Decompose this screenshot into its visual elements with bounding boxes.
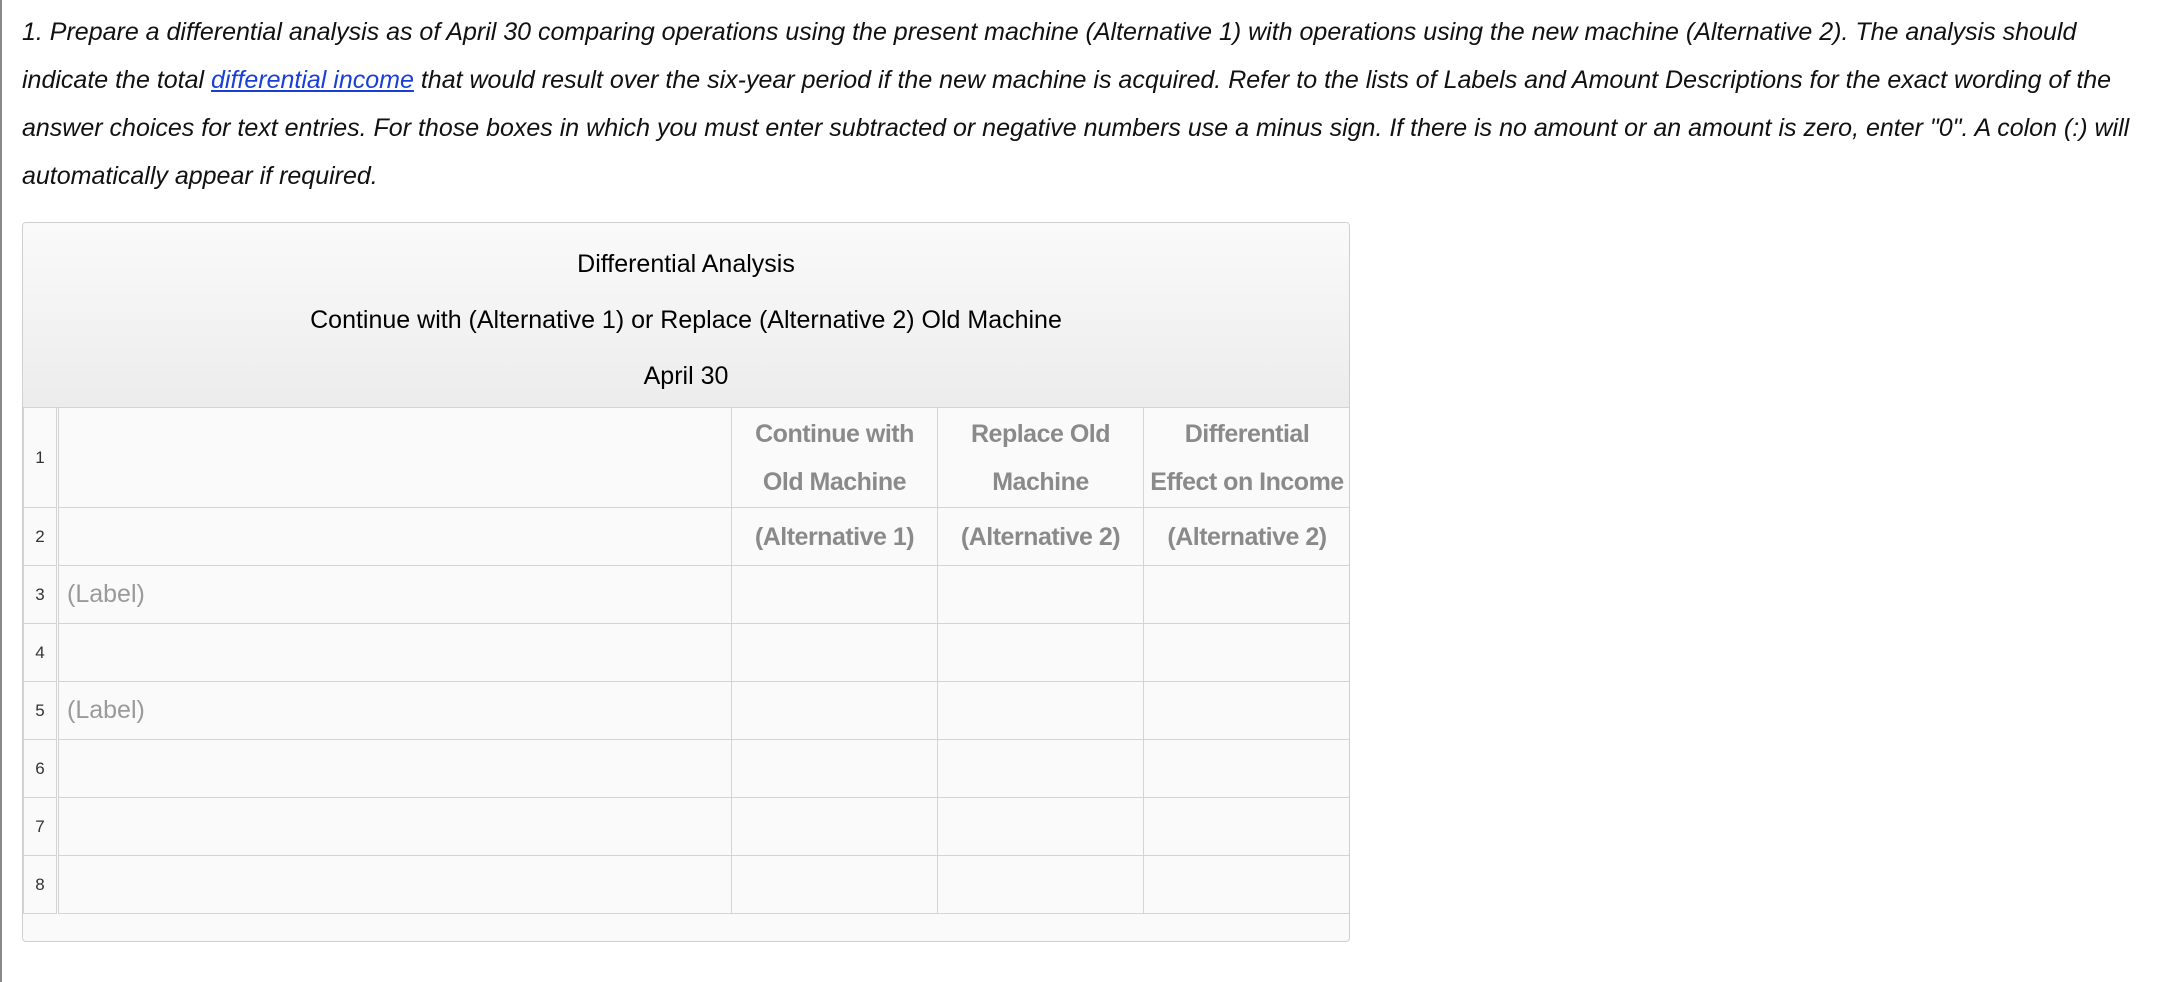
column-header-replace (938, 408, 1144, 508)
column-subheader-alt2-replace: (Alternative 2) (938, 508, 1144, 566)
question-instructions (22, 8, 2162, 200)
amount-input[interactable] (732, 624, 938, 682)
column-subheader-alt1: (Alternative 1) (732, 508, 938, 566)
analysis-subtitle: Continue with (Alternative 1) or Replace (Alternative 2) Old Machine (310, 306, 1062, 334)
amount-input[interactable] (938, 682, 1144, 740)
amount-input[interactable] (938, 856, 1144, 914)
analysis-date: April 30 (643, 362, 729, 390)
row-number: 3 (24, 566, 58, 624)
amount-input[interactable] (938, 740, 1144, 798)
row-number: 7 (24, 798, 58, 856)
table-row (24, 856, 1351, 914)
label-cell-row-7[interactable] (58, 798, 732, 856)
amount-input[interactable] (732, 856, 938, 914)
analysis-title: Differential Analysis (577, 250, 795, 278)
column-header-replace-line1: Replace Old (971, 419, 1110, 448)
amount-input[interactable] (732, 798, 938, 856)
column-header-continue (732, 408, 938, 508)
row-number: 6 (24, 740, 58, 798)
label-dropdown-row-3[interactable]: (Label) (58, 566, 732, 624)
amount-input[interactable] (732, 682, 938, 740)
amount-input[interactable] (1144, 798, 1351, 856)
label-dropdown-row-5[interactable]: (Label) (58, 682, 732, 740)
amount-input[interactable] (1144, 624, 1351, 682)
row-number: 1 (24, 408, 58, 508)
analysis-header (23, 223, 1349, 408)
table-row (24, 566, 1351, 624)
table-row (24, 624, 1351, 682)
amount-input[interactable] (1144, 856, 1351, 914)
table-row (24, 408, 1351, 508)
row-number: 8 (24, 856, 58, 914)
analysis-grid (23, 407, 1350, 914)
amount-input[interactable] (1144, 740, 1351, 798)
label-cell-row-2[interactable] (58, 508, 732, 566)
amount-input[interactable] (938, 624, 1144, 682)
row-number: 5 (24, 682, 58, 740)
differential-analysis-panel (22, 222, 1350, 942)
row-number: 4 (24, 624, 58, 682)
label-cell-row-8[interactable] (58, 856, 732, 914)
column-subheader-alt2-differential: (Alternative 2) (1144, 508, 1351, 566)
amount-input[interactable] (1144, 682, 1351, 740)
amount-input[interactable] (938, 798, 1144, 856)
column-header-differential-line2: Effect on Income (1150, 467, 1344, 496)
column-header-continue-line2: Old Machine (762, 467, 907, 496)
label-cell-row-1[interactable] (58, 408, 732, 508)
row-number: 2 (24, 508, 58, 566)
amount-input[interactable] (1144, 566, 1351, 624)
amount-input[interactable] (732, 566, 938, 624)
amount-input[interactable] (732, 740, 938, 798)
table-row (24, 798, 1351, 856)
page-left-border (0, 0, 2, 982)
column-header-differential (1144, 408, 1351, 508)
table-row (24, 682, 1351, 740)
instructions-text-end: that would result over the six-year period if the new machine is acquired. Refer to the lists of Labels and Amount Descriptions for the exact wording of the answer choices for text entries. For those boxes in which you must enter subtracted or negative numbers use a minus sign. If there is no amount or an amount is zero, enter "0". A colon (:) will automatically appear if required. (22, 66, 2130, 190)
amount-input[interactable] (938, 566, 1144, 624)
differential-income-link[interactable]: differential income (211, 66, 414, 94)
column-header-replace-line2: Machine (992, 467, 1089, 496)
table-row (24, 508, 1351, 566)
instructions-text-start: 1. Prepare a differential analysis as of April 30 comparing operations using the present machine (Alternative 1) with operations using the new machine (Alternative 2). The analysis should indicate the total (22, 18, 2077, 94)
label-cell-row-6[interactable] (58, 740, 732, 798)
column-header-differential-line1: Differential (1184, 419, 1310, 448)
column-header-continue-line1: Continue with (755, 419, 914, 448)
table-row (24, 740, 1351, 798)
label-cell-row-4[interactable] (58, 624, 732, 682)
